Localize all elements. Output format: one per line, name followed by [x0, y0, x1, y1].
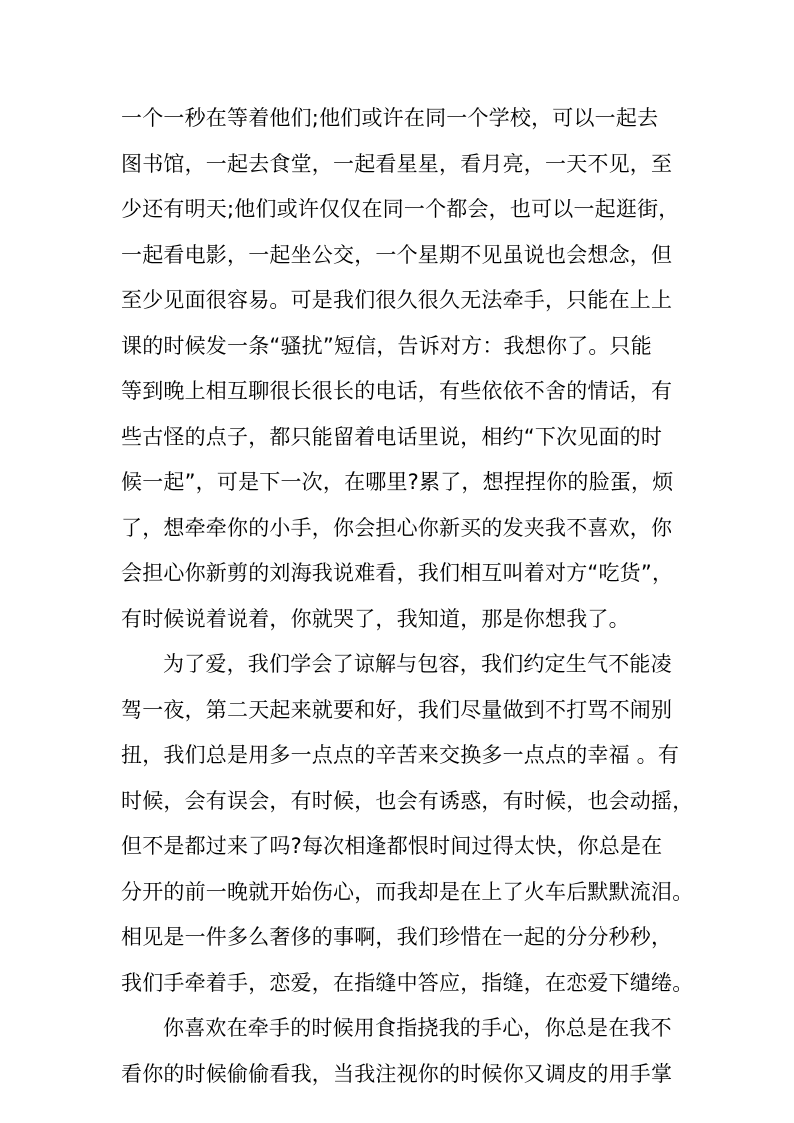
body-text	[121, 96, 701, 1097]
text-line: 有时候说着说着，你就哭了，我知道，那是你想我了。	[121, 606, 630, 631]
text-line: 时候，会有误会，有时候，也会有诱惑，有时候，也会动摇，	[121, 788, 694, 813]
text-line: 我们手牵着手，恋爱，在指缝中答应，指缝，在恋爱下缱绻。	[121, 970, 694, 995]
text-line: 课的时候发一条“骚扰”短信，告诉对方：我想你了。只能	[121, 333, 652, 358]
text-line: 驾一夜，第二天起来就要和好，我们尽量做到不打骂不闹别	[121, 697, 673, 722]
paragraph-start-line: 为了爱，我们学会了谅解与包容，我们约定生气不能凌	[163, 652, 672, 676]
text-line: 候一起”，可是下一次，在哪里?累了，想捏捏你的脸蛋，烦	[121, 470, 674, 494]
text-line: 看你的时候偷偷看我，当我注视你的时候你又调皮的用手掌	[121, 1061, 673, 1086]
text-line: 一起看电影，一起坐公交，一个星期不见虽说也会想念，但	[121, 242, 673, 267]
text-line: 些古怪的点子，都只能留着电话里说，相约“下次见面的时	[121, 424, 663, 449]
text-line: 分开的前一晚就开始伤心，而我却是在上了火车后默默流泪。	[121, 879, 694, 904]
text-line: 至少见面很容易。可是我们很久很久无法牵手，只能在上上	[121, 288, 673, 312]
text-line: 图书馆，一起去食堂，一起看星星，看月亮，一天不见，至	[121, 151, 673, 176]
text-line: 等到晚上相互聊很长很长的电话，有些依依不舍的情话，有	[121, 379, 673, 403]
text-line: 相见是一件多么奢侈的事啊，我们珍惜在一起的分分秒秒，	[121, 925, 673, 949]
text-line: 了，想牵牵你的小手，你会担心你新买的发夹我不喜欢，你	[121, 515, 673, 540]
text-line: 扭，我们总是用多一点点的辛苦来交换多一点点的幸福 。有	[121, 743, 680, 767]
paragraph-start-line: 你喜欢在牵手的时候用食指挠我的手心，你总是在我不	[163, 1016, 672, 1040]
text-line: 一个一秒在等着他们;他们或许在同一个学校，可以一起去	[121, 106, 659, 130]
text-line: 但不是都过来了吗?每次相逢都恨时间过得太快，你总是在	[121, 834, 663, 858]
text-line: 少还有明天;他们或许仅仅在同一个都会，也可以一起逛街，	[121, 197, 680, 221]
text-line: 会担心你新剪的刘海我说难看，我们相互叫着对方“吃货”，	[121, 561, 674, 585]
